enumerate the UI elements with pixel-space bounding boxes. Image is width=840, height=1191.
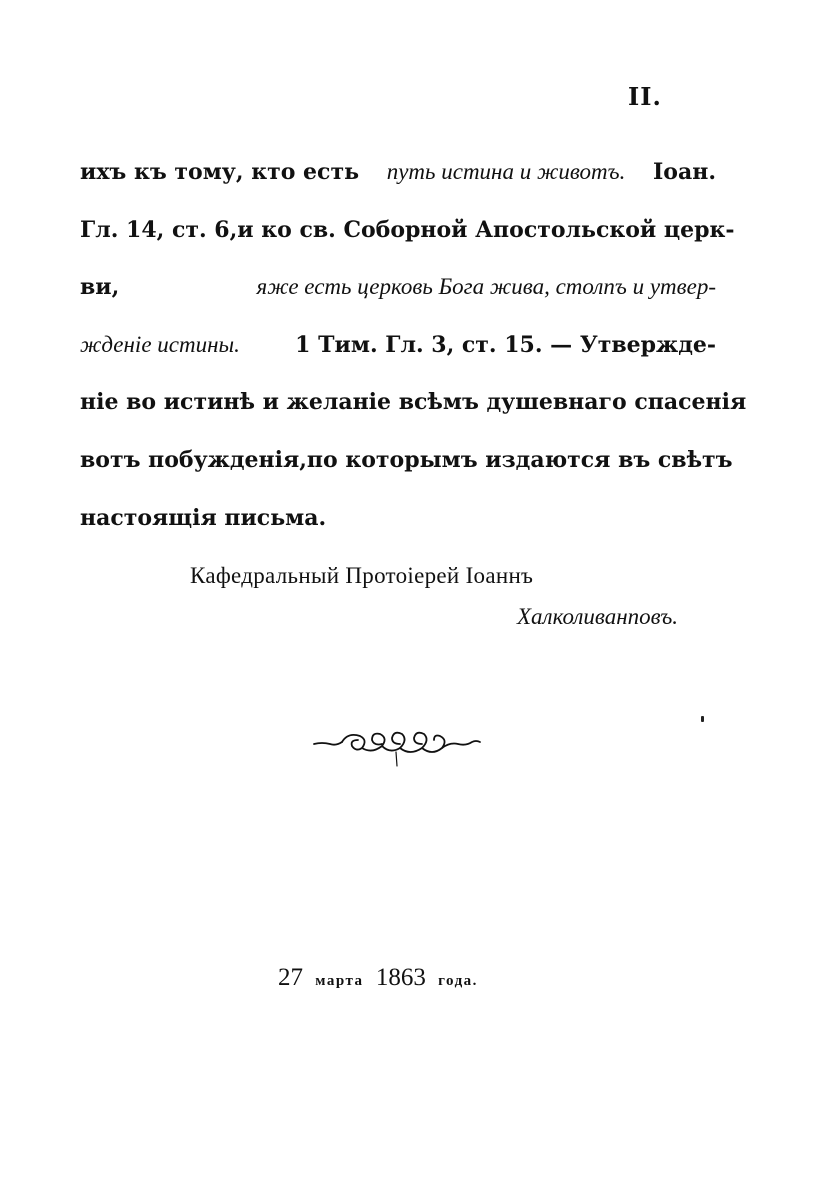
text-segment: Іоан.: [653, 159, 716, 185]
text-segment: настоящія письма.: [80, 504, 327, 531]
text-segment: 1 Тим. Гл. 3, ст. 15. — Утвержде-: [295, 331, 716, 358]
date-month: марта: [315, 973, 364, 989]
text-line: [80, 208, 735, 266]
date-year: 1863: [375, 964, 426, 991]
text-segment: ви,: [80, 274, 120, 301]
text-line: [80, 323, 716, 381]
italic-quote: путь истина и животъ.: [386, 159, 626, 184]
text-segment: по которымъ издаются въ свѣтъ: [306, 446, 733, 473]
page-number: II.: [628, 82, 662, 111]
body-text: [80, 150, 747, 553]
text-line: [80, 380, 747, 438]
date-word: года.: [438, 973, 478, 989]
text-segment: ихъ къ тому, кто есть: [80, 159, 360, 185]
italic-quote: жденіе истины.: [80, 331, 240, 357]
signature-title: Кафедральный Протоіерей Іоаннъ: [190, 563, 534, 588]
scroll-ornament-icon: [312, 722, 482, 772]
italic-quote: яже есть церковь Бога жива, столпъ и утвер-: [256, 274, 716, 300]
text-line: [80, 496, 716, 554]
text-line: [80, 265, 716, 323]
signature-surname: Халколиванповъ.: [517, 604, 679, 629]
date-day: 27: [278, 964, 303, 991]
text-line: [80, 438, 733, 496]
text-segment: ніе во истинѣ и желаніе всѣмъ душевнаго спасенія: [80, 389, 747, 416]
text-segment: и ко св. Соборной Апостольской церк-: [237, 216, 735, 243]
date-line: [278, 964, 484, 992]
text-segment: Гл. 14, ст. 6,: [80, 216, 238, 243]
text-segment: вотъ побужденія,: [80, 446, 307, 473]
text-line: [80, 150, 716, 208]
ink-speck: [701, 716, 704, 722]
